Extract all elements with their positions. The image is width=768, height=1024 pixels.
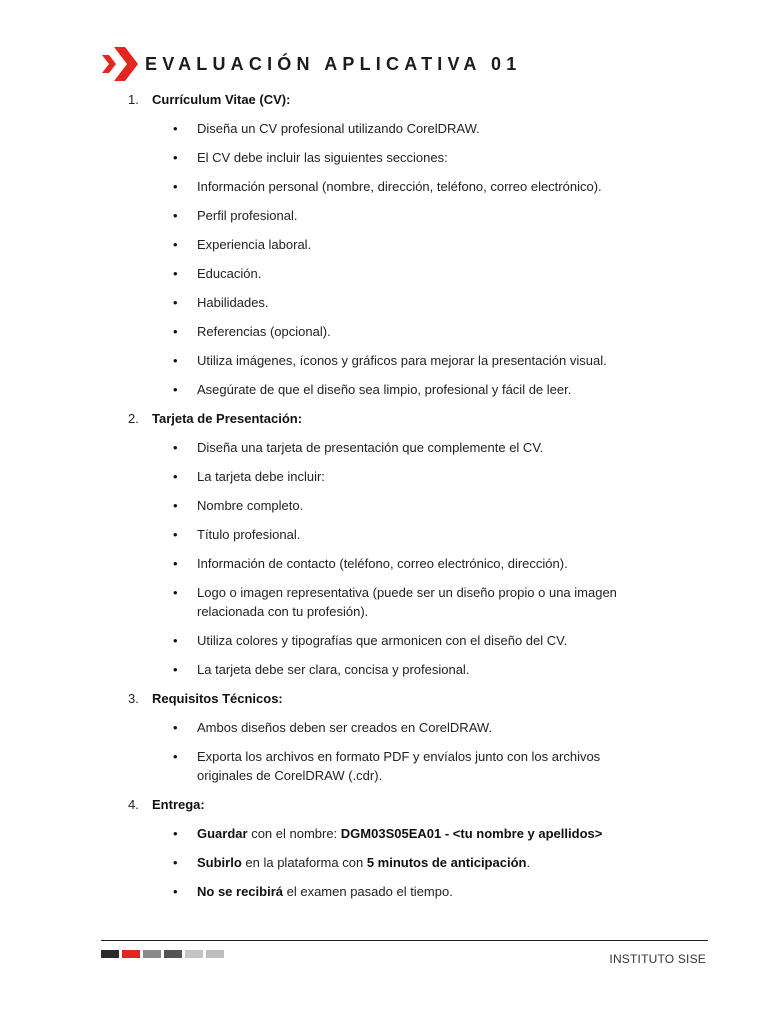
item-text: La tarjeta debe ser clara, concisa y profesional. — [197, 662, 470, 677]
section-title: Tarjeta de Presentación: — [152, 411, 303, 426]
bold-text: DGM03S05EA01 - <tu nombre y apellidos> — [340, 826, 603, 841]
color-swatch — [206, 950, 224, 958]
color-swatches — [101, 950, 224, 958]
bullet-icon: • — [173, 208, 178, 223]
section-heading — [0, 409, 768, 438]
bullet-icon: • — [173, 633, 178, 648]
list-item — [0, 660, 768, 679]
bullet-list — [0, 824, 768, 901]
section-number: 4. — [128, 797, 139, 812]
list-item — [0, 631, 768, 650]
list-item — [0, 554, 768, 573]
item-text: Información personal (nombre, dirección, teléfono, correo electrónico). — [197, 179, 602, 194]
item-text: Exporta los archivos en formato PDF y envíalos junto con los archivos originales de CorelDRAW (.cdr). — [197, 749, 601, 783]
bullet-icon: • — [173, 826, 178, 841]
list-item — [0, 824, 768, 843]
item-text: el examen pasado el tiempo. — [283, 884, 453, 899]
item-text: Ambos diseños deben ser creados en CorelDRAW. — [197, 720, 493, 735]
item-text: Utiliza colores y tipografías que armonicen con el diseño del CV. — [197, 633, 568, 648]
item-text: La tarjeta debe incluir: — [197, 469, 325, 484]
bullet-icon: • — [173, 353, 178, 368]
item-text: Referencias (opcional). — [197, 324, 331, 339]
item-text: Título profesional. — [197, 527, 301, 542]
color-swatch — [185, 950, 203, 958]
item-text: . — [526, 855, 531, 870]
bullet-icon: • — [173, 150, 178, 165]
list-item — [0, 322, 768, 341]
bullet-icon: • — [173, 324, 178, 339]
section-heading — [0, 90, 768, 119]
item-text: Información de contacto (teléfono, correo electrónico, dirección). — [197, 556, 568, 571]
bullet-icon: • — [173, 121, 178, 136]
color-swatch — [143, 950, 161, 958]
bullet-icon: • — [173, 295, 178, 310]
list-item — [0, 380, 768, 399]
section-title: Entrega: — [152, 797, 205, 812]
list-item — [0, 496, 768, 515]
item-text: Habilidades. — [197, 295, 269, 310]
list-item — [0, 293, 768, 312]
item-text: Logo o imagen representativa (puede ser un diseño propio o una imagen relacionada con tu profesión). — [197, 585, 617, 619]
item-text: con el nombre: — [247, 826, 341, 841]
color-swatch — [101, 950, 119, 958]
section-1 — [0, 90, 768, 399]
item-text: Asegúrate de que el diseño sea limpio, profesional y fácil de leer. — [197, 382, 572, 397]
bullet-list — [0, 718, 768, 785]
section-number: 1. — [128, 92, 139, 107]
bullet-icon: • — [173, 179, 178, 194]
bullet-icon: • — [173, 498, 178, 513]
list-item — [0, 747, 768, 785]
item-text: Perfil profesional. — [197, 208, 298, 223]
bullet-icon: • — [173, 855, 178, 870]
section-number: 3. — [128, 691, 139, 706]
list-item — [0, 177, 768, 196]
list-item — [0, 148, 768, 167]
item-text: Educación. — [197, 266, 262, 281]
document-body — [0, 90, 768, 911]
section-4 — [0, 795, 768, 901]
item-text: El CV debe incluir las siguientes secciones: — [197, 150, 448, 165]
bold-text: Guardar — [197, 826, 248, 841]
bold-text: No se recibirá — [197, 884, 283, 899]
list-item — [0, 525, 768, 544]
list-item — [0, 853, 768, 872]
color-swatch — [164, 950, 182, 958]
bullet-icon: • — [173, 469, 178, 484]
document-header — [101, 46, 521, 82]
list-item — [0, 351, 768, 370]
section-number: 2. — [128, 411, 139, 426]
section-title: Currículum Vitae (CV): — [152, 92, 291, 107]
bullet-list — [0, 438, 768, 679]
bullet-icon: • — [173, 884, 178, 899]
bullet-icon: • — [173, 749, 178, 764]
chevron-back — [102, 55, 116, 73]
list-item — [0, 583, 768, 621]
bullet-icon: • — [173, 556, 178, 571]
item-text: Experiencia laboral. — [197, 237, 312, 252]
list-item — [0, 467, 768, 486]
list-item — [0, 438, 768, 457]
item-text: en la plataforma con — [241, 855, 367, 870]
bullet-icon: • — [173, 266, 178, 281]
bullet-icon: • — [173, 720, 178, 735]
list-item — [0, 882, 768, 901]
list-item — [0, 235, 768, 254]
bullet-icon: • — [173, 527, 178, 542]
bullet-icon: • — [173, 440, 178, 455]
list-item — [0, 119, 768, 138]
bold-text: 5 minutos de anticipación — [366, 855, 527, 870]
color-swatch — [122, 950, 140, 958]
footer-divider — [101, 940, 708, 941]
section-3 — [0, 689, 768, 785]
bullet-icon: • — [173, 585, 178, 600]
footer-institution: INSTITUTO SISE — [609, 952, 706, 966]
bullet-list — [0, 119, 768, 399]
double-chevron-icon — [101, 46, 139, 82]
chevron-front — [114, 47, 138, 81]
section-2 — [0, 409, 768, 679]
section-title: Requisitos Técnicos: — [152, 691, 283, 706]
bullet-icon: • — [173, 662, 178, 677]
section-heading — [0, 795, 768, 824]
section-heading — [0, 689, 768, 718]
list-item — [0, 264, 768, 283]
item-text: Utiliza imágenes, íconos y gráficos para mejorar la presentación visual. — [197, 353, 607, 368]
list-item — [0, 718, 768, 737]
bold-text: Subirlo — [197, 855, 242, 870]
bullet-icon: • — [173, 382, 178, 397]
item-text: Nombre completo. — [197, 498, 304, 513]
item-text: Diseña una tarjeta de presentación que complemente el CV. — [197, 440, 544, 455]
bullet-icon: • — [173, 237, 178, 252]
list-item — [0, 206, 768, 225]
page-title: EVALUACIÓN APLICATIVA 01 — [145, 53, 522, 74]
item-text: Diseña un CV profesional utilizando CorelDRAW. — [197, 121, 480, 136]
